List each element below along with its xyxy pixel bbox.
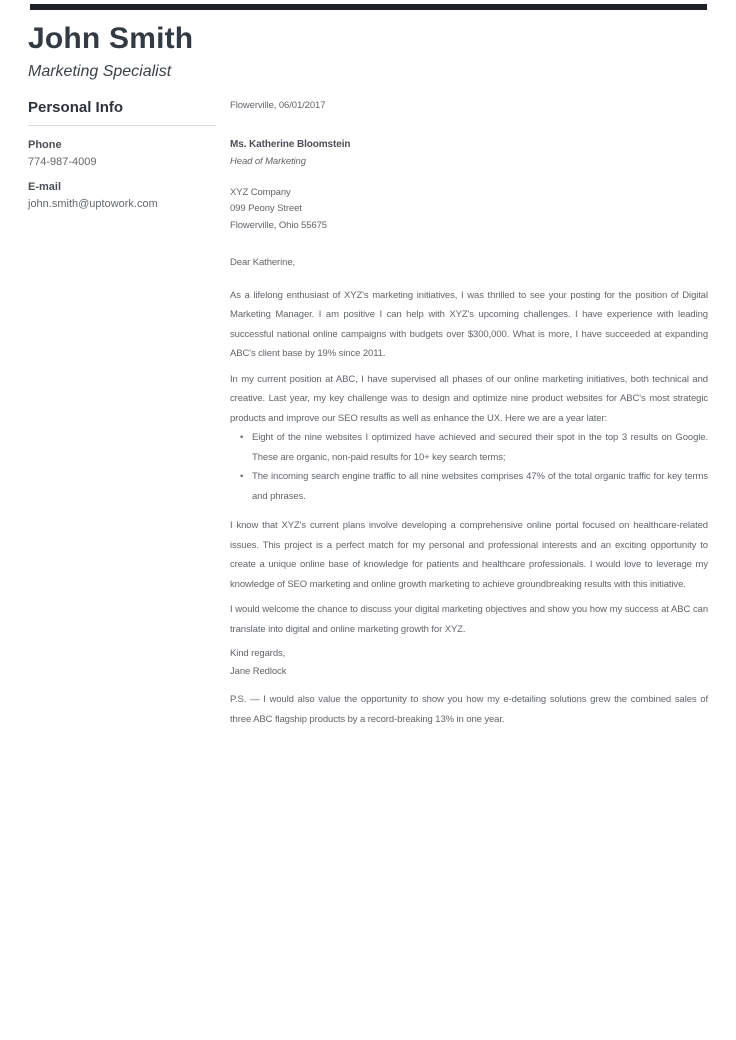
- letter-body: [230, 98, 708, 729]
- company-city: Flowerville, Ohio 55675: [230, 219, 327, 231]
- signature-name: Jane Redlock: [230, 665, 287, 677]
- page-title: John Smith: [28, 22, 194, 55]
- company-name: XYZ Company: [230, 186, 291, 198]
- sidebar-section-title: Personal Info: [28, 99, 216, 126]
- achievement-list: [230, 428, 708, 506]
- valediction: Kind regards,: [230, 648, 286, 659]
- personal-info-sidebar: [28, 99, 216, 210]
- paragraph-intro: As a lifelong enthusiast of XYZ's marketing initiatives, I was thrilled to see your posting for the position of Digital Marketing Manager. I am positive I can help with XYZ's upcoming challenges. I have experience with leading successful national online campaigns with budgets over $300,000. What is more, I have succeeded at expanding ABC's client base by 19% since 2011.: [230, 289, 708, 359]
- recipient-name: Ms. Katherine Bloomstein: [230, 138, 351, 150]
- phone-value: 774-987-4009: [28, 156, 97, 168]
- postscript: P.S. — I would also value the opportunity to show you how my e-detailing solutions grew the combined sales of three ABC flagship products by a record-breaking 13% in one year.: [230, 694, 708, 725]
- company-street: 099 Peony Street: [230, 203, 302, 214]
- salutation: Dear Katherine,: [230, 257, 296, 268]
- company-address-block: [230, 185, 708, 235]
- date-line: Flowerville, 06/01/2017: [230, 100, 326, 111]
- email-value: john.smith@uptowork.com: [28, 198, 158, 210]
- paragraph-current-position: In my current position at ABC, I have supervised all phases of our online marketing initiatives, both technical and creative. Last year, my key challenge was to design and optimize nine product websites for ABC's most strategic products and improve our SEO results as well as enhance the UX. Here we are a year later:: [230, 373, 708, 424]
- paragraph-welcome: I would welcome the chance to discuss your digital marketing objectives and show you how my success at ABC can translate into digital and online marketing growth for XYZ.: [230, 604, 708, 635]
- top-accent-bar: [30, 4, 707, 10]
- email-label: E-mail: [28, 181, 62, 193]
- list-item: • Eight of the nine websites I optimized have achieved and secured their spot in the top 3 results on Google. These are organic, non-paid results for 10+ key search terms;: [230, 428, 708, 467]
- recipient-title: Head of Marketing: [230, 155, 306, 167]
- list-item: • The incoming search engine traffic to all nine websites comprises 47% of the total organic traffic for key terms and phrases.: [230, 467, 708, 506]
- phone-label: Phone: [28, 139, 62, 151]
- closing-block: [230, 645, 708, 680]
- paragraph-plans: I know that XYZ's current plans involve developing a comprehensive online portal focused on healthcare-related issues. This project is a perfect match for my personal and professional interests and an exciting opportunity to create a unique online base of knowledge for patients and healthcare professionals. I would love to leverage my knowledge of SEO marketing and online growth marketing to achieve groundbreaking results with this initiative.: [230, 520, 708, 590]
- job-title: Marketing Specialist: [28, 63, 172, 80]
